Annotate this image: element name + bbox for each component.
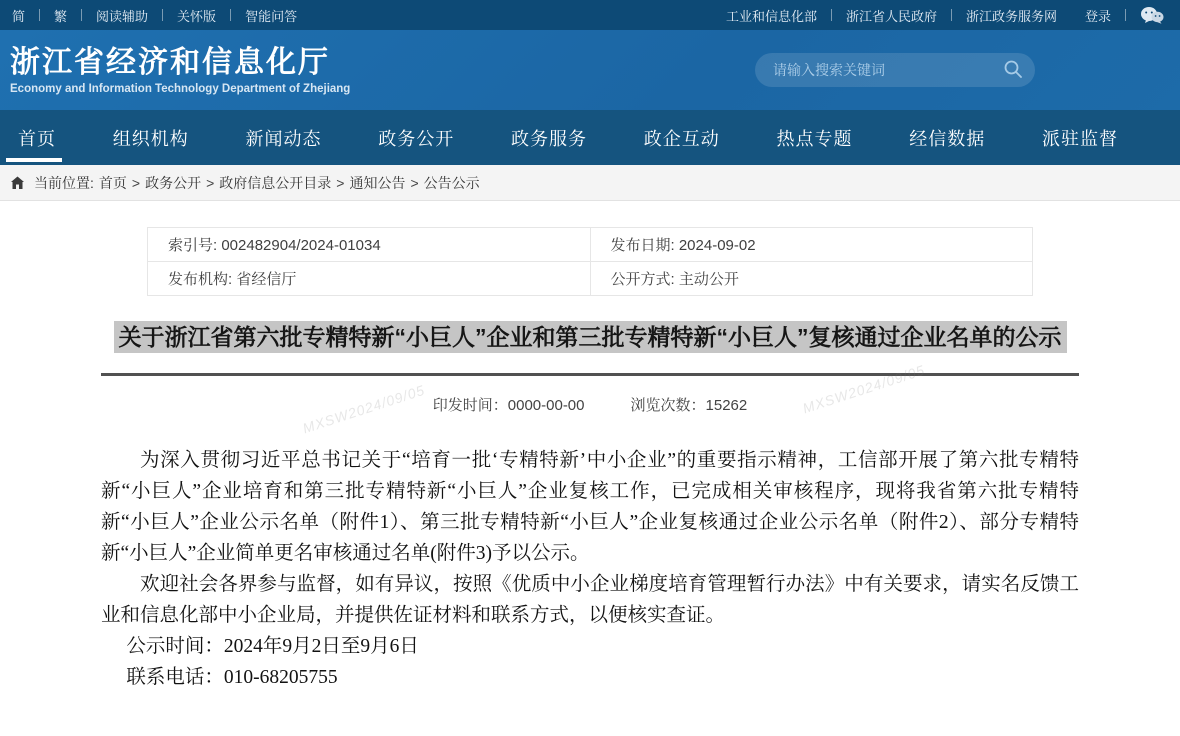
search-button[interactable] xyxy=(1003,59,1023,82)
nav-item-news[interactable]: 新闻动态 xyxy=(245,128,322,149)
breadcrumb xyxy=(0,165,1180,201)
divider xyxy=(1125,9,1126,21)
miit-link[interactable]: 工业和信息化部 xyxy=(725,8,817,24)
site-logo[interactable] xyxy=(10,46,350,95)
page-title: 关于浙江省第六批专精特新“小巨人”企业和第三批专精特新“小巨人”复核通过企业名单的公示 xyxy=(114,321,1067,353)
breadcrumb-separator: > xyxy=(410,174,419,191)
publish-org-cell xyxy=(148,262,591,296)
site-title: 浙江省经济和信息化厅 xyxy=(10,45,330,79)
title-divider xyxy=(101,373,1079,376)
nav-item-organization[interactable]: 组织机构 xyxy=(112,128,189,149)
care-version-link[interactable]: 关怀版 xyxy=(177,8,217,24)
breadcrumb-announcements[interactable]: 公告公示 xyxy=(423,174,480,191)
disclosure-mode-value: 主动公开 xyxy=(678,271,739,288)
document-meta-table xyxy=(147,227,1033,296)
view-count xyxy=(631,394,748,415)
breadcrumb-separator: > xyxy=(131,174,141,191)
topbar-left-links xyxy=(12,6,311,25)
disclosure-mode-label: 公开方式: xyxy=(610,271,675,288)
publish-org-label: 发布机构: xyxy=(168,271,233,288)
print-time-label: 印发时间： xyxy=(432,397,508,414)
reading-aid-link[interactable]: 阅读辅助 xyxy=(96,8,149,24)
print-time xyxy=(433,394,585,415)
topbar-right-links xyxy=(726,6,1164,25)
publish-date-cell xyxy=(590,228,1033,262)
nav-item-gov-disclosure[interactable]: 政务公开 xyxy=(378,128,455,149)
nav-item-data[interactable]: 经信数据 xyxy=(909,128,986,149)
breadcrumb-prefix: 当前位置: xyxy=(34,174,94,191)
article-body xyxy=(101,445,1079,693)
nav-item-gov-enterprise[interactable]: 政企互动 xyxy=(643,128,720,149)
disclosure-mode-cell xyxy=(590,262,1033,296)
breadcrumb-info-directory[interactable]: 政府信息公开目录 xyxy=(219,174,332,191)
nav-item-supervision[interactable]: 派驻监督 xyxy=(1042,128,1118,149)
home-icon[interactable] xyxy=(10,176,25,190)
article-title-wrap xyxy=(100,316,1080,358)
lang-traditional-link[interactable]: 繁 xyxy=(54,8,68,24)
search-input[interactable] xyxy=(773,62,1003,78)
zhejiang-service-link[interactable]: 浙江政务服务网 xyxy=(965,8,1057,24)
smart-qa-link[interactable]: 智能问答 xyxy=(245,8,298,24)
index-number-value: 002482904/2024-01034 xyxy=(221,237,381,254)
top-utility-bar xyxy=(0,0,1180,30)
breadcrumb-separator: > xyxy=(336,174,345,191)
watermark: MXSW2024/09/05 xyxy=(300,381,427,437)
view-count-value: 15262 xyxy=(705,397,748,414)
lang-simplified-link[interactable]: 简 xyxy=(12,8,26,24)
watermark: MXSW2024/09/05 xyxy=(800,361,927,417)
nav-item-home[interactable]: 首页 xyxy=(6,110,68,165)
table-row xyxy=(148,228,1033,262)
article-page xyxy=(0,201,1180,693)
search-icon xyxy=(1003,59,1023,82)
view-count-label: 浏览次数： xyxy=(630,397,706,414)
paragraph: 为深入贯彻习近平总书记关于“培育一批‘专精特新’中小企业”的重要指示精神，工信部开展了第六批专精特新“小巨人”企业培育和第三批专精特新“小巨人”企业复核工作，已完成相关审核程序，现将我省第六批专精特新“小巨人”企业公示名单（附件1）、第三批专精特新“小巨人”企业复核通过企业公示名单（附件2）、部分专精特新“小巨人”企业简单更名审核通过名单(附件3)予以公示。 xyxy=(101,450,1079,564)
site-title-english: Economy and Information Technology Department of Zhejiang xyxy=(10,82,351,95)
wechat-icon[interactable] xyxy=(1140,6,1164,24)
breadcrumb-home[interactable]: 首页 xyxy=(98,174,127,191)
breadcrumb-gov-disclosure[interactable]: 政务公开 xyxy=(145,174,202,191)
zhejiang-gov-link[interactable]: 浙江省人民政府 xyxy=(845,8,937,24)
nav-item-hot-topics[interactable]: 热点专题 xyxy=(776,128,853,149)
index-number-cell xyxy=(148,228,591,262)
paragraph: 欢迎社会各界参与监督，如有异议，按照《优质中小企业梯度培育管理暂行办法》中有关要求，请实名反馈工业和信息化部中小企业局，并提供佐证材料和联系方式，以便核实查证。 xyxy=(101,574,1079,626)
site-header xyxy=(0,30,1180,110)
publish-date-label: 发布日期: xyxy=(610,237,675,254)
article-meta xyxy=(0,394,1180,415)
print-time-value: 0000-00-00 xyxy=(507,397,585,414)
publish-date-value: 2024-09-02 xyxy=(678,237,756,254)
contact-phone: 联系电话：010-68205755 xyxy=(126,667,338,688)
nav-item-gov-services[interactable]: 政务服务 xyxy=(511,128,587,149)
login-link[interactable]: 登录 xyxy=(1084,8,1111,24)
index-number-label: 索引号: xyxy=(168,237,218,254)
publicity-period: 公示时间：2024年9月2日至9月6日 xyxy=(126,636,419,657)
publish-org-value: 省经信厅 xyxy=(236,271,297,288)
table-row xyxy=(148,262,1033,296)
main-nav xyxy=(0,110,1180,165)
breadcrumb-separator: > xyxy=(206,174,215,191)
breadcrumb-notices[interactable]: 通知公告 xyxy=(349,174,406,191)
search-box xyxy=(755,53,1035,87)
